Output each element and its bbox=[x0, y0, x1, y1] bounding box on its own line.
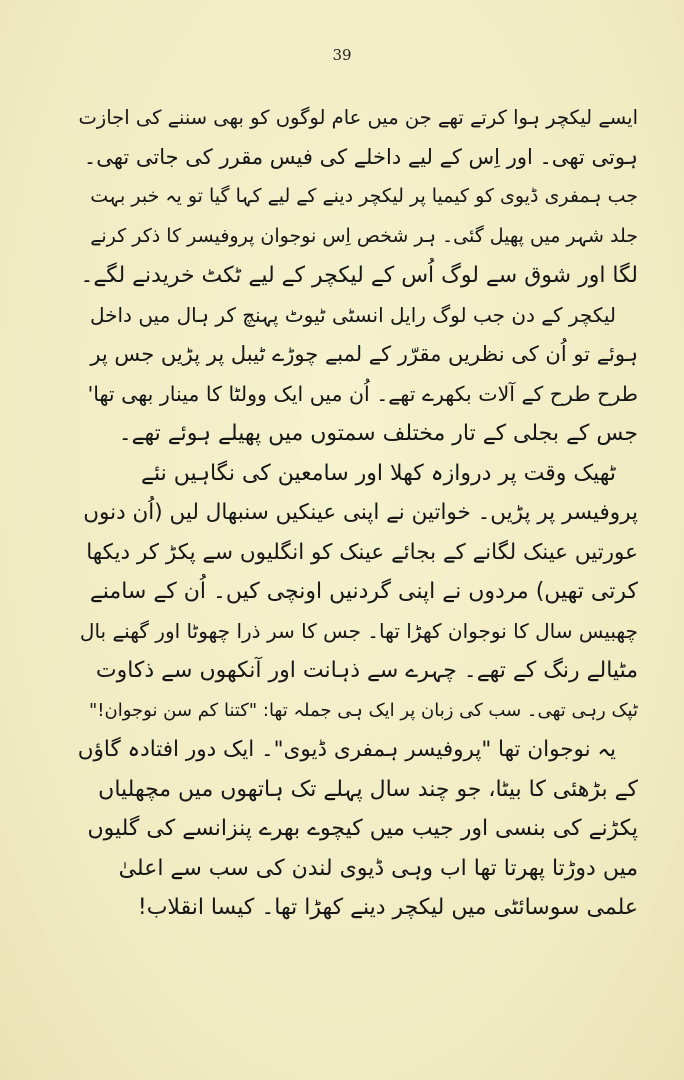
text-line: طرح طرح کے آلات بکھرے تھے۔ اُن میں ایک وولٹا کا مینار بھی تھا' bbox=[87, 381, 638, 406]
text-line: لیکچر کے دن جب لوگ رایل انسٹی ٹیوٹ پہنچ کر ہال میں داخل bbox=[89, 302, 616, 327]
text-line: علمی سوسائٹی میں لیکچر دینے کھڑا تھا۔ کیسا انقلاب! bbox=[137, 895, 638, 920]
text-line: جلد شہر میں پھیل گئی۔ ہر شخص اِس نوجوان پروفیسر کا ذکر کرنے bbox=[90, 224, 638, 247]
page-number: 39 bbox=[332, 46, 352, 64]
text-line: پکڑنے کی بنسی اور جیب میں کیچوے بھرے پنزانسے کی گلیوں bbox=[87, 816, 638, 841]
text-line: جب ہمفری ڈیوی کو کیمیا پر لیکچر دینے کے لیے کہا گیا تو یہ خبر بہت bbox=[90, 185, 638, 207]
text-line: ہوتی تھی۔ اور اِس کے لیے داخلے کی فیس مقرر کی جاتی تھی۔ bbox=[83, 144, 638, 169]
text-line: عورتیں عینک لگانے کے بجائے عینک کو انگلیوں سے پکڑ کر دیکھا bbox=[86, 539, 638, 565]
text-line: یہ نوجوان تھا "پروفیسر ہمفری ڈیوی"۔ ایک دور افتادہ گاؤں bbox=[78, 737, 616, 762]
text-line: کے بڑھئی کا بیٹا، جو چند سال پہلے تک ہاتھوں میں مچھلیاں bbox=[98, 776, 638, 802]
text-line: میں دوڑتا پھرتا تھا اب وہی ڈیوی لندن کی سب سے اعلیٰ bbox=[118, 855, 638, 881]
text-line: جس کے بجلی کے تار مختلف سمتوں میں پھیلے ہوئے تھے۔ bbox=[118, 421, 638, 446]
text-line: لگا اور شوق سے لوگ اُس کے لیکچر کے لیے ٹکٹ خریدنے لگے۔ bbox=[80, 263, 638, 288]
text-line: مٹیالے رنگ کے تھے۔ چہرے سے ذہانت اور آنکھوں سے ذکاوت bbox=[95, 658, 638, 683]
text-line: ہوئے تو اُن کی نظریں مقرّر کے لمبے چوڑے ٹیبل پر پڑیں جس پر bbox=[90, 342, 638, 366]
text-line: کرتی تھیں) مردوں نے اپنی گردنیں اونچی کیں۔ اُن کے سامنے bbox=[89, 579, 638, 604]
body-text bbox=[78, 98, 638, 928]
text-line: پروفیسر پر پڑیں۔ خواتین نے اپنی عینکیں سنبھال لیں (اُن دنوں bbox=[83, 500, 638, 525]
text-line: ٹپک رہی تھی۔ سب کی زبان پر ایک ہی جملہ تھا: "کتنا کم سن نوجوان!" bbox=[89, 699, 638, 721]
text-line: ایسے لیکچر ہوا کرتے تھے جن میں عام لوگوں کو بھی سننے کی اجازت bbox=[78, 106, 638, 129]
text-line: چھبیس سال کا نوجوان کھڑا تھا۔ جس کا سر ذرا چھوٹا اور گھنے بال bbox=[79, 618, 638, 643]
text-line: ٹھیک وقت پر دروازہ کھلا اور سامعین کی نگاہیں نئے bbox=[141, 460, 616, 486]
